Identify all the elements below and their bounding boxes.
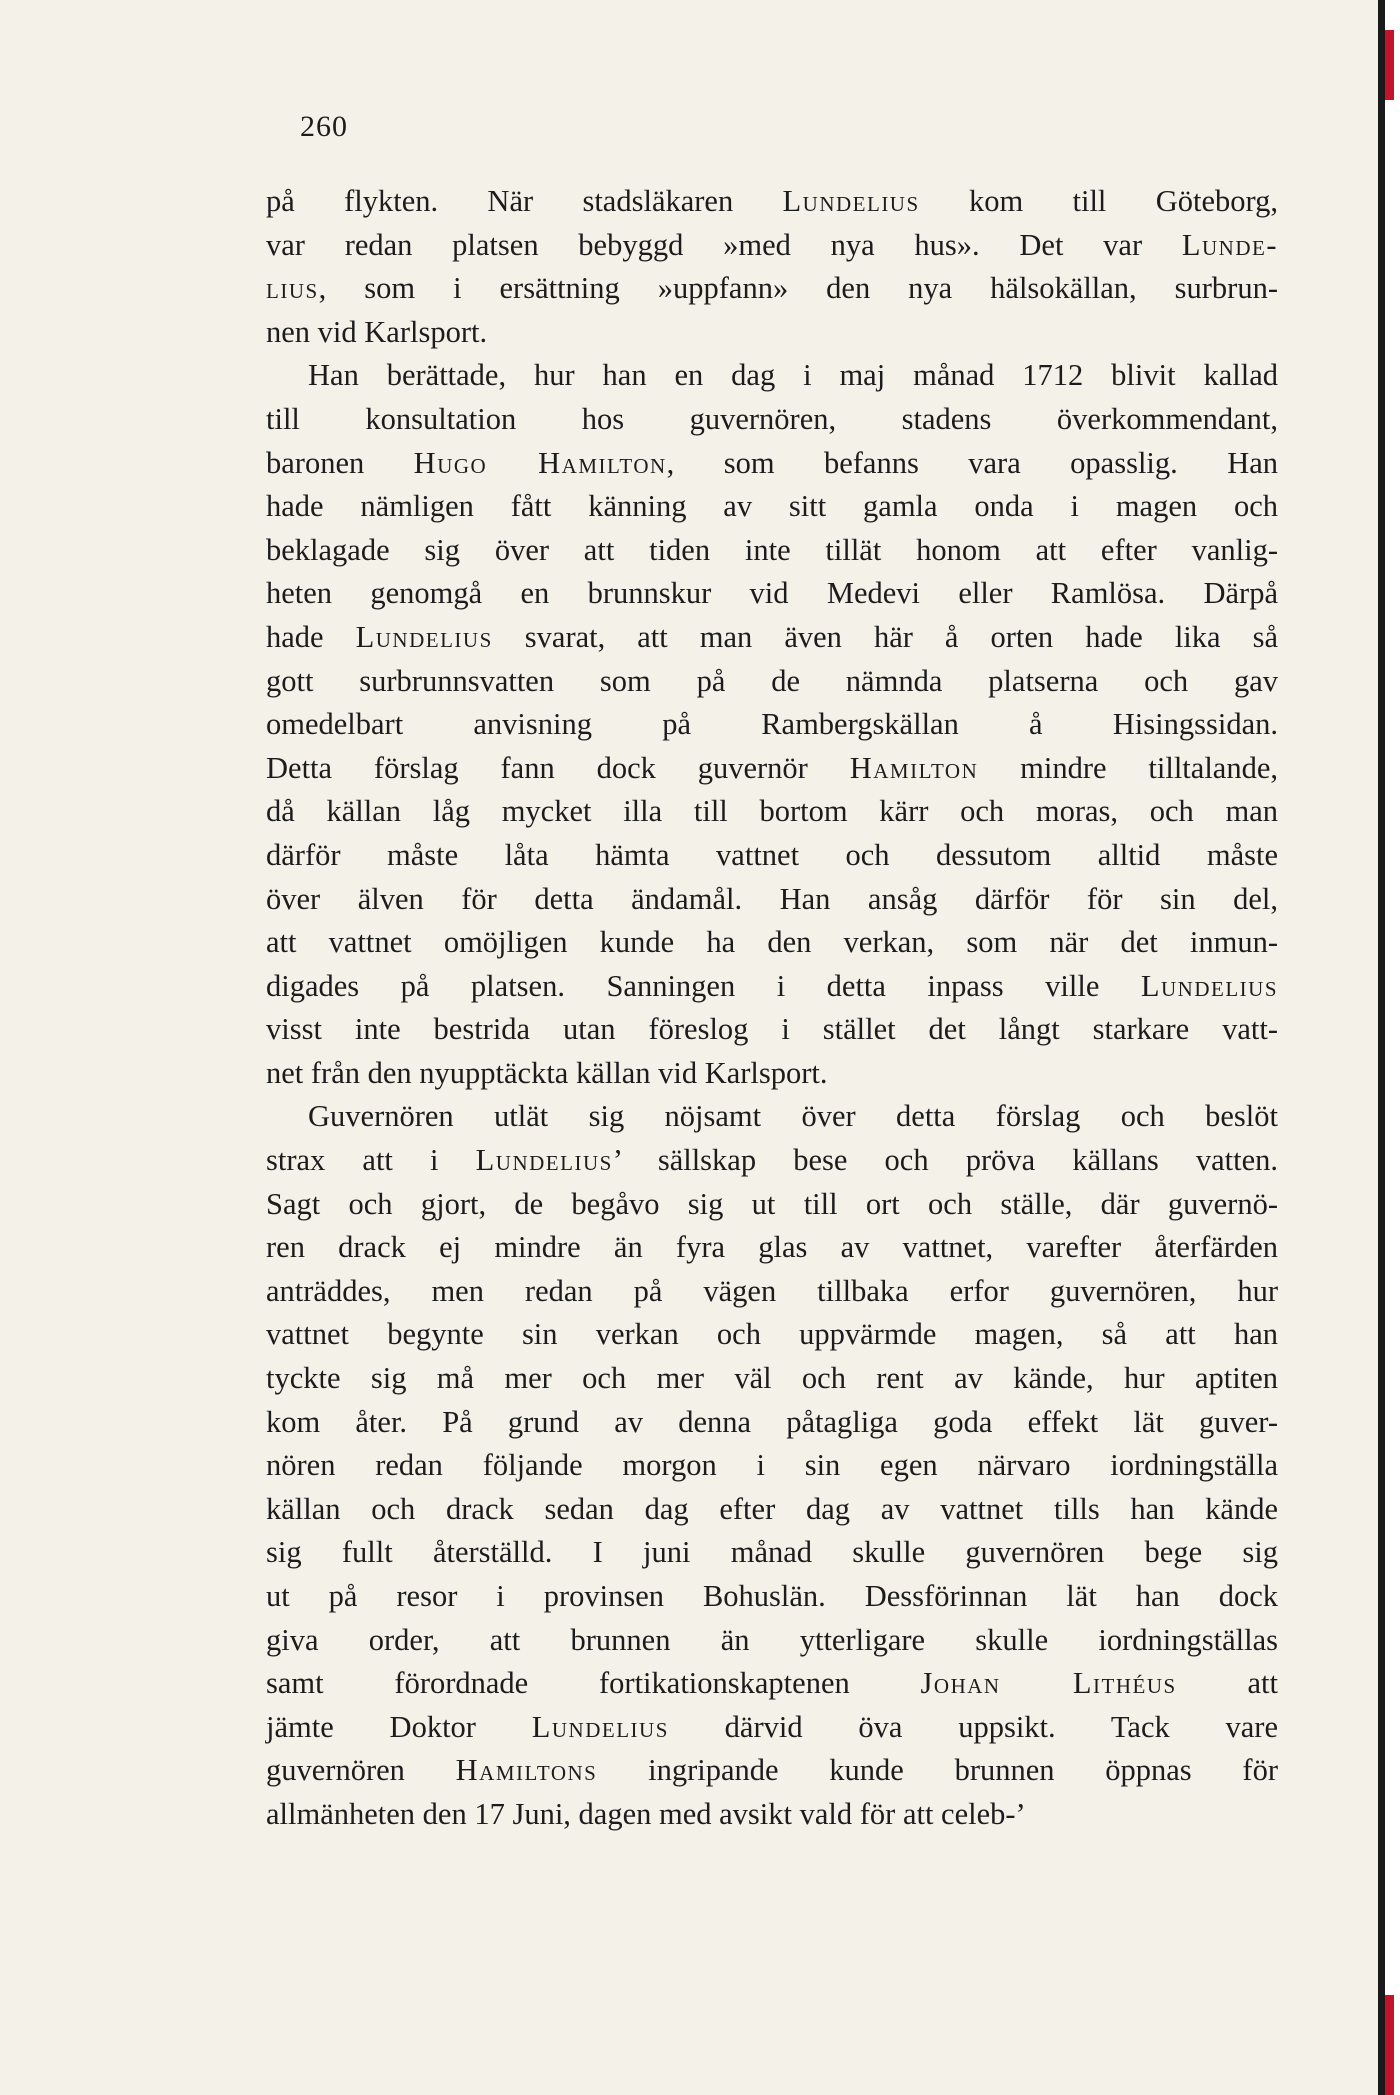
text-run: , som befanns vara opasslig. Han xyxy=(666,445,1279,480)
text-line xyxy=(266,267,1278,311)
text-run: att vattnet omöjligen kunde ha den verkan, som när det inmun- xyxy=(266,925,1278,960)
text-line xyxy=(266,1183,1278,1227)
text-line xyxy=(266,834,1278,878)
text-line xyxy=(266,1008,1278,1052)
small-caps-name: Johan Lithéus xyxy=(920,1666,1177,1701)
text-run: ut på resor i provinsen Bohuslän. Dessförinnan lät han dock xyxy=(266,1579,1278,1613)
text-run: net från den nyupptäckta källan vid Karlsport. xyxy=(266,1055,828,1090)
text-run: därför måste låta hämta vattnet och dessutom alltid måste xyxy=(266,837,1278,872)
text-line xyxy=(266,1357,1278,1401)
text-run: att xyxy=(1176,1666,1278,1701)
text-run: sig fullt återställd. I juni månad skulle guvernören bege sig xyxy=(266,1535,1278,1570)
small-caps-name: Hamiltons xyxy=(455,1753,598,1788)
text-run: nen vid Karlsport. xyxy=(266,314,488,349)
text-run: kom åter. På grund av denna påtagliga goda effekt lät guver- xyxy=(266,1404,1278,1439)
text-line xyxy=(266,1575,1278,1619)
text-line xyxy=(266,703,1278,747)
text-run: Sagt och gjort, de begåvo sig ut till ort och ställe, där guvernö- xyxy=(266,1186,1278,1221)
text-run: hade xyxy=(266,619,356,654)
small-caps-name: Lundelius xyxy=(1140,968,1278,1003)
text-run: baronen xyxy=(266,445,414,480)
small-caps-name: Lunde- xyxy=(1181,227,1278,262)
small-caps-name: Hamilton xyxy=(849,750,979,785)
text-line xyxy=(266,354,1278,398)
text-line xyxy=(266,1749,1278,1793)
red-edge-mark-top xyxy=(1385,30,1394,100)
text-line xyxy=(266,1444,1278,1488)
text-run: jämte Doktor xyxy=(266,1709,532,1744)
text-run: var redan platsen bebyggd »med nya hus». Det var xyxy=(266,227,1182,262)
text-run: kom till Göteborg, xyxy=(919,184,1278,218)
text-run: anträddes, men redan på vägen tillbaka erfor guvernören, hur xyxy=(266,1273,1278,1308)
text-run: hade nämligen fått känning av sitt gamla onda i magen och xyxy=(266,489,1278,524)
text-line xyxy=(266,1706,1278,1750)
text-line xyxy=(266,1095,1278,1139)
small-caps-name: Lundelius xyxy=(355,619,493,654)
text-line xyxy=(266,616,1278,660)
text-run: på flykten. När stadsläkaren xyxy=(266,184,783,218)
text-run: därvid öva uppsikt. Tack vare xyxy=(668,1709,1279,1744)
text-line xyxy=(266,1488,1278,1532)
text-line xyxy=(266,1139,1278,1183)
text-run: beklagade sig över att tiden inte tillät honom att efter vanlig- xyxy=(266,532,1278,567)
text-line xyxy=(266,790,1278,834)
text-line xyxy=(266,1619,1278,1663)
text-run: nören redan följande morgon i sin egen närvaro iordningställa xyxy=(266,1448,1278,1483)
text-run: allmänheten den 17 Juni, dagen med avsikt vald för att celeb-’ xyxy=(266,1796,1026,1831)
text-run: vattnet begynte sin verkan och uppvärmde magen, så att han xyxy=(266,1317,1278,1352)
text-run: då källan låg mycket illa till bortom kärr och moras, och man xyxy=(266,794,1278,829)
text-line xyxy=(266,1052,1278,1096)
text-line xyxy=(266,1793,1278,1837)
text-run: över älven för detta ändamål. Han ansåg därför för sin del, xyxy=(266,881,1278,916)
binding-edge xyxy=(1378,0,1385,2095)
text-line xyxy=(266,1270,1278,1314)
text-line xyxy=(266,1662,1278,1706)
text-line xyxy=(266,442,1278,486)
text-line xyxy=(266,1226,1278,1270)
text-run: heten genomgå en brunnskur vid Medevi eller Ramlösa. Därpå xyxy=(266,576,1278,611)
text-run: tyckte sig må mer och mer väl och rent av kände, hur aptiten xyxy=(266,1361,1278,1396)
text-line xyxy=(266,180,1278,224)
text-run: svarat, att man även här å orten hade lika så xyxy=(492,619,1279,654)
text-run: giva order, att brunnen än ytterligare skulle iordningställas xyxy=(266,1622,1278,1657)
text-run: strax att i xyxy=(266,1143,476,1178)
text-run: visst inte bestrida utan föreslog i stället det långt starkare vatt- xyxy=(266,1012,1278,1047)
text-line xyxy=(266,311,1278,355)
text-line xyxy=(266,529,1278,573)
text-line xyxy=(266,921,1278,965)
text-run: Guvernören utlät sig nöjsamt över detta förslag och beslöt xyxy=(308,1099,1278,1134)
text-line xyxy=(266,572,1278,616)
text-run: guvernören xyxy=(266,1753,456,1788)
text-run: ren drack ej mindre än fyra glas av vattnet, varefter återfärden xyxy=(266,1230,1278,1265)
small-caps-name: Lundelius xyxy=(475,1143,613,1178)
text-line xyxy=(266,1401,1278,1445)
text-run: , som i ersättning »uppfann» den nya hälsokällan, surbrun- xyxy=(318,271,1278,306)
small-caps-name: Lundelius xyxy=(531,1709,669,1744)
text-run: omedelbart anvisning på Rambergskällan å Hisingssidan. xyxy=(266,707,1278,742)
red-edge-mark-bottom xyxy=(1385,1995,1394,2095)
small-caps-name: Lundelius xyxy=(782,184,920,218)
text-run: till konsultation hos guvernören, stadens överkommendant, xyxy=(266,401,1278,436)
text-line xyxy=(266,398,1278,442)
text-run: gott surbrunnsvatten som på de nämnda platserna och gav xyxy=(266,663,1278,698)
text-run: digades på platsen. Sanningen i detta inpass ville xyxy=(266,968,1141,1003)
text-run: Han berättade, hur han en dag i maj månad 1712 blivit kallad xyxy=(308,358,1278,393)
text-run: ingripande kunde brunnen öppnas för xyxy=(597,1753,1278,1788)
page-number: 260 xyxy=(300,110,348,143)
small-caps-name: lius xyxy=(266,271,319,306)
text-line xyxy=(266,1313,1278,1357)
text-run: samt förordnade fortikationskaptenen xyxy=(266,1666,921,1701)
text-line xyxy=(266,747,1278,791)
text-line xyxy=(266,485,1278,529)
text-run: mindre tilltalande, xyxy=(978,750,1278,785)
text-line xyxy=(266,965,1278,1009)
text-run: Detta förslag fann dock guvernör xyxy=(266,750,850,785)
text-run: källan och drack sedan dag efter dag av vattnet tills han kände xyxy=(266,1491,1278,1526)
small-caps-name: Hugo Hamilton xyxy=(413,445,667,480)
text-line xyxy=(266,878,1278,922)
text-line xyxy=(266,660,1278,704)
text-line xyxy=(266,1531,1278,1575)
text-run: ’ sällskap bese och pröva källans vatten. xyxy=(612,1143,1278,1178)
text-line xyxy=(266,224,1278,268)
body-text xyxy=(266,180,1278,1837)
